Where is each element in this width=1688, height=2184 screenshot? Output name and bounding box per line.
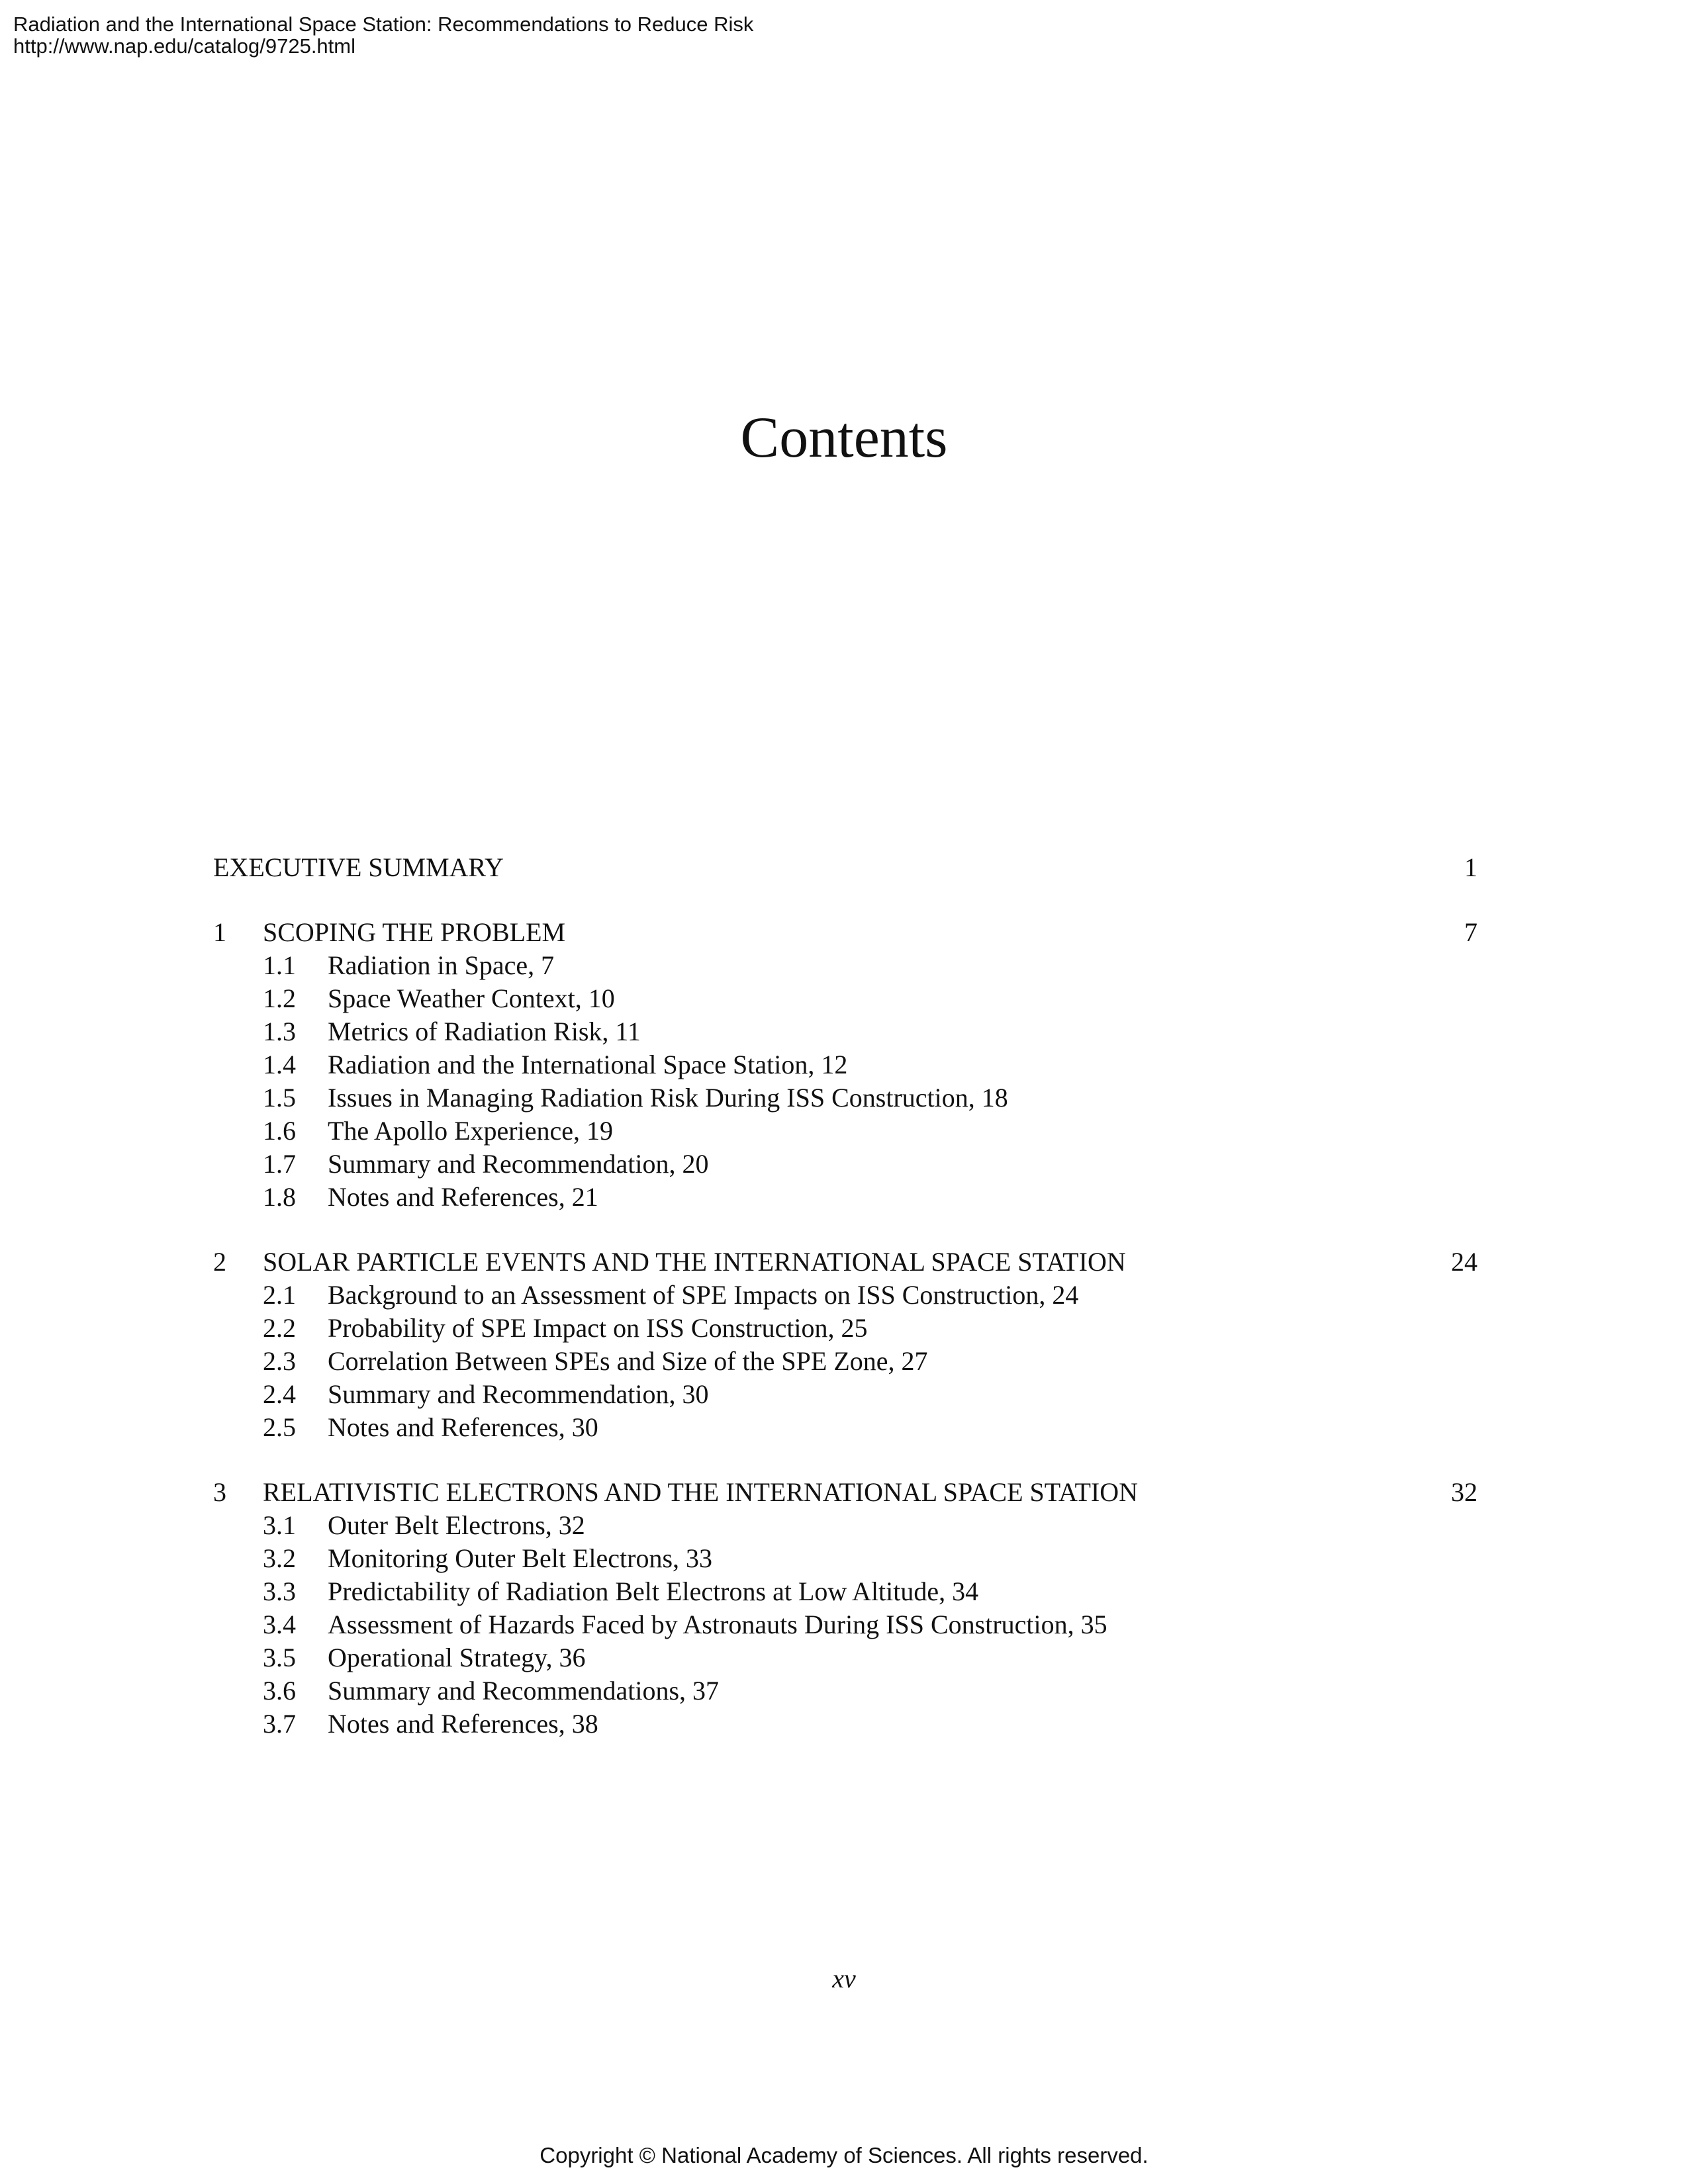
toc-section <box>213 1048 1477 1081</box>
toc-section-number: 1.3 <box>263 1017 296 1046</box>
toc-section <box>213 1181 1477 1214</box>
toc-section-number: 1.7 <box>263 1149 296 1179</box>
toc-chapter-title: SCOPING THE PROBLEM <box>263 917 566 947</box>
toc-section <box>213 1312 1477 1345</box>
toc-section-title: Radiation in Space, 7 <box>328 950 555 980</box>
toc-section <box>213 1115 1477 1148</box>
toc-section-number: 3.6 <box>263 1676 296 1706</box>
toc-section-title: Space Weather Context, 10 <box>328 983 615 1013</box>
copyright-footer: Copyright © National Academy of Sciences. All rights reserved. <box>539 2143 1149 2167</box>
toc-section-title: The Apollo Experience, 19 <box>328 1116 613 1146</box>
toc-chapter-number: 1 <box>213 917 226 947</box>
toc-section-title: Assessment of Hazards Faced by Astronauts During ISS Construction, 35 <box>328 1610 1107 1639</box>
toc-section <box>213 1148 1477 1181</box>
toc-section-title: Monitoring Outer Belt Electrons, 33 <box>328 1543 713 1573</box>
toc-section <box>213 949 1477 982</box>
toc-section <box>213 1378 1477 1411</box>
toc-section <box>213 1411 1477 1444</box>
document-header-url: http://www.nap.edu/catalog/9725.html <box>13 34 355 58</box>
toc-section-number: 2.3 <box>263 1346 296 1376</box>
toc-section-number: 1.2 <box>263 983 296 1013</box>
toc-section-number: 1.8 <box>263 1182 296 1212</box>
toc-section-number: 1.5 <box>263 1083 296 1113</box>
toc-chapter-title: SOLAR PARTICLE EVENTS AND THE INTERNATIONAL SPACE STATION <box>263 1247 1126 1277</box>
table-of-contents <box>213 851 1477 1741</box>
toc-entry-executive-summary <box>213 851 1477 884</box>
toc-section-number: 2.2 <box>263 1313 296 1343</box>
toc-section-title: Probability of SPE Impact on ISS Construction, 25 <box>328 1313 868 1343</box>
toc-section <box>213 1674 1477 1707</box>
toc-section-title: Summary and Recommendation, 30 <box>328 1379 709 1409</box>
toc-section-number: 2.1 <box>263 1280 296 1310</box>
toc-section-number: 1.4 <box>263 1050 296 1079</box>
toc-section-number: 1.6 <box>263 1116 296 1146</box>
toc-section <box>213 1608 1477 1641</box>
toc-chapter-page: 24 <box>1451 1247 1477 1277</box>
toc-section-number: 2.5 <box>263 1412 296 1442</box>
toc-section-title: Summary and Recommendations, 37 <box>328 1676 720 1706</box>
toc-section-number: 3.4 <box>263 1610 296 1639</box>
toc-entry-page: 1 <box>1464 852 1477 882</box>
toc-section <box>213 1575 1477 1608</box>
toc-section-number: 3.3 <box>263 1576 296 1606</box>
toc-section <box>213 1509 1477 1542</box>
toc-chapter-1 <box>213 916 1477 949</box>
toc-section-number: 1.1 <box>263 950 296 980</box>
toc-section-title: Radiation and the International Space Station, 12 <box>328 1050 848 1079</box>
toc-entry-title: EXECUTIVE SUMMARY <box>213 852 504 882</box>
toc-section-title: Notes and References, 38 <box>328 1709 598 1739</box>
toc-section <box>213 1345 1477 1378</box>
toc-section <box>213 1542 1477 1575</box>
toc-section-title: Summary and Recommendation, 20 <box>328 1149 709 1179</box>
toc-section-title: Metrics of Radiation Risk, 11 <box>328 1017 641 1046</box>
toc-chapter-number: 3 <box>213 1477 226 1507</box>
page-title: Contents <box>740 406 948 470</box>
toc-section-title: Notes and References, 21 <box>328 1182 598 1212</box>
toc-section-title: Predictability of Radiation Belt Electrons at Low Altitude, 34 <box>328 1576 979 1606</box>
toc-section-title: Correlation Between SPEs and Size of the SPE Zone, 27 <box>328 1346 928 1376</box>
toc-section-number: 2.4 <box>263 1379 296 1409</box>
page-folio: xv <box>832 1964 856 1993</box>
toc-section <box>213 1081 1477 1115</box>
toc-section <box>213 1015 1477 1048</box>
toc-section <box>213 1707 1477 1741</box>
toc-chapter-page: 7 <box>1464 917 1477 947</box>
toc-section-number: 3.5 <box>263 1643 296 1672</box>
toc-section-title: Issues in Managing Radiation Risk During ISS Construction, 18 <box>328 1083 1008 1113</box>
toc-section <box>213 982 1477 1015</box>
toc-section-title: Outer Belt Electrons, 32 <box>328 1510 585 1540</box>
toc-chapters <box>213 916 1477 1741</box>
toc-chapter-number: 2 <box>213 1247 226 1277</box>
toc-chapter-page: 32 <box>1451 1477 1477 1507</box>
toc-section <box>213 1279 1477 1312</box>
toc-section-title: Notes and References, 30 <box>328 1412 598 1442</box>
toc-section-number: 3.2 <box>263 1543 296 1573</box>
toc-chapter-3 <box>213 1476 1477 1509</box>
toc-section-title: Operational Strategy, 36 <box>328 1643 586 1672</box>
toc-section <box>213 1641 1477 1674</box>
toc-section-title: Background to an Assessment of SPE Impacts on ISS Construction, 24 <box>328 1280 1079 1310</box>
toc-section-number: 3.1 <box>263 1510 296 1540</box>
toc-section-number: 3.7 <box>263 1709 296 1739</box>
toc-chapter-2 <box>213 1246 1477 1279</box>
toc-chapter-title: RELATIVISTIC ELECTRONS AND THE INTERNATIONAL SPACE STATION <box>263 1477 1138 1507</box>
document-header-title: Radiation and the International Space Station: Recommendations to Reduce Risk <box>13 13 754 36</box>
